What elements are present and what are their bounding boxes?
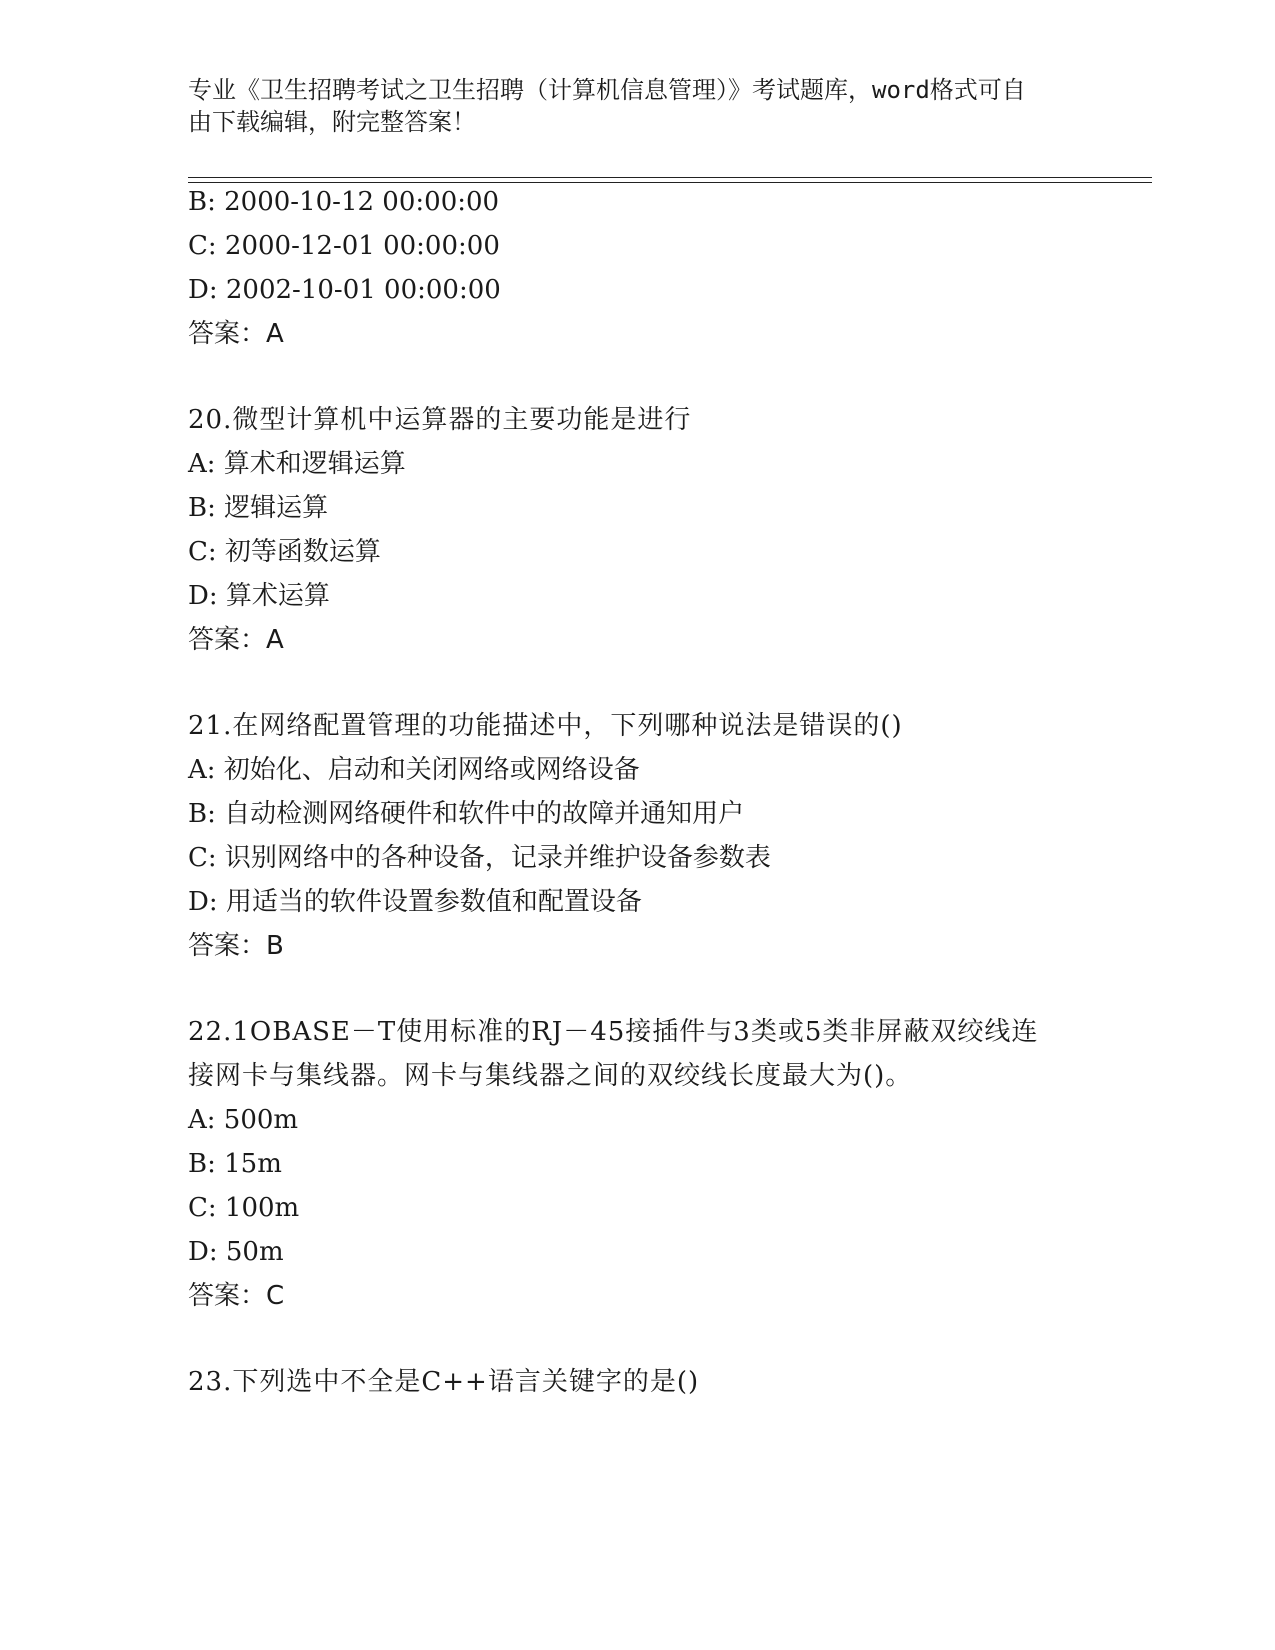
answer: 答案：C — [188, 1281, 285, 1311]
answer: 答案：A — [188, 319, 284, 349]
question-title: 20.微型计算机中运算器的主要功能是进行 — [188, 405, 692, 435]
document-header — [188, 74, 1088, 138]
question-title: 21.在网络配置管理的功能描述中，下列哪种说法是错误的() — [188, 711, 903, 741]
header-divider — [188, 177, 1152, 178]
option-a: A: 算术和逻辑运算 — [188, 449, 406, 479]
option-c: C: 初等函数运算 — [188, 537, 381, 567]
header-divider-double — [188, 182, 1152, 183]
option-b: B: 15m — [188, 1149, 282, 1179]
option-d: D: 50m — [188, 1237, 284, 1267]
option-a: A: 初始化、启动和关闭网络或网络设备 — [188, 755, 640, 785]
option-d: D: 2002-10-01 00:00:00 — [188, 275, 501, 305]
option-d: D: 用适当的软件设置参数值和配置设备 — [188, 887, 642, 917]
option-c: C: 2000-12-01 00:00:00 — [188, 231, 500, 261]
option-b: B: 逻辑运算 — [188, 493, 329, 523]
question-title: 23.下列选中不全是C++语言关键字的是() — [188, 1367, 700, 1397]
option-b: B: 2000-10-12 00:00:00 — [188, 187, 500, 217]
question-title-line-1: 22.1OBASE－T使用标准的RJ－45接插件与3类或5类非屏蔽双绞线连 — [188, 1017, 1039, 1047]
header-line-1: 专业《卫生招聘考试之卫生招聘（计算机信息管理）》考试题库，word格式可自 — [188, 76, 1026, 104]
option-c: C: 识别网络中的各种设备，记录并维护设备参数表 — [188, 843, 771, 873]
question-title-line-2: 接网卡与集线器。网卡与集线器之间的双绞线长度最大为()。 — [188, 1061, 913, 1091]
option-d: D: 算术运算 — [188, 581, 330, 611]
option-b: B: 自动检测网络硬件和软件中的故障并通知用户 — [188, 799, 745, 829]
option-c: C: 100m — [188, 1193, 300, 1223]
header-line-2: 由下载编辑，附完整答案！ — [188, 108, 476, 136]
answer: 答案：B — [188, 931, 284, 961]
option-a: A: 500m — [188, 1105, 299, 1135]
answer: 答案：A — [188, 625, 284, 655]
